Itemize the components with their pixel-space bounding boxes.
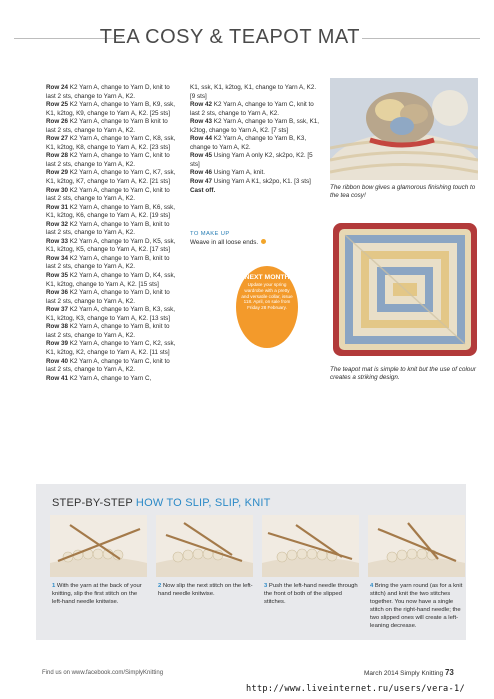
row-instruction: Using Yarn A only K2, sk2po, K2. [5 sts] bbox=[190, 152, 313, 168]
row-instruction: K2 Yarn A, change to Yarn D, K5, ssk, K1, k2tog, K5, change to Yarn A, K2. [17 sts] bbox=[46, 237, 176, 254]
caption-ribbon-bow: The ribbon bow gives a glamorous finishing touch to the tea cosy! bbox=[330, 184, 476, 200]
row-instruction: K2 Yarn A, change to Yarn C, knit to last 2 sts, change to Yarn A, K2. bbox=[46, 357, 170, 374]
row-instruction: Using Yarn A, knit. bbox=[212, 169, 266, 177]
knitting-step-3-illustration bbox=[262, 515, 359, 577]
footer-facebook-link[interactable]: Find us on www.facebook.com/SimplyKnitting bbox=[42, 670, 164, 676]
pattern-row bbox=[190, 187, 322, 196]
step-4-text: 4 Bring the yarn round (as for a knit stitch) and knit the two stitches together. You now have a single stitch on the right-hand needle; the two slipped ones will create a left-leaning decrease. bbox=[370, 583, 463, 629]
pattern-row bbox=[190, 84, 322, 101]
pattern-row bbox=[46, 323, 178, 340]
row-label: Row 36 bbox=[46, 289, 69, 297]
row-instruction: K2 Yarn A, change to Yarn C, knit to last 2 sts, change to Yarn A, K2. bbox=[46, 186, 170, 203]
pattern-row bbox=[46, 169, 178, 186]
row-label: Row 41 bbox=[46, 374, 69, 382]
page-number: 73 bbox=[444, 668, 454, 677]
step-3-text: 3 Push the left-hand needle through the front of both of the slipped stitches. bbox=[264, 583, 358, 605]
row-label: Row 33 bbox=[46, 237, 69, 245]
row-label: Row 45 bbox=[190, 152, 213, 160]
row-label: Row 26 bbox=[46, 118, 69, 126]
step-2-photo bbox=[156, 515, 253, 577]
end-dot-icon bbox=[261, 239, 266, 244]
footer-issue: March 2014 Simply Knitting 73 bbox=[364, 668, 454, 677]
row-instruction: K2 Yarn A, change to Yarn D, knit to last 2 sts, change to Yarn A, K2. bbox=[46, 84, 170, 100]
pattern-row bbox=[46, 152, 178, 169]
row-label: Cast off. bbox=[190, 186, 216, 194]
pattern-row bbox=[190, 169, 322, 178]
row-label: Row 37 bbox=[46, 306, 69, 314]
pattern-row bbox=[46, 135, 178, 152]
row-label: Row 44 bbox=[190, 135, 213, 143]
row-label: Row 24 bbox=[46, 84, 69, 91]
row-instruction: K2 Yarn A, change to Yarn B, K3, ssk, K1, k2tog, K3, change to Yarn A, K2. [13 sts] bbox=[46, 306, 176, 322]
row-label: Row 38 bbox=[46, 323, 69, 331]
page-header bbox=[0, 0, 494, 70]
badge-heading: NEXT MONTH bbox=[244, 274, 290, 281]
pattern-row bbox=[46, 238, 178, 255]
pattern-row bbox=[46, 255, 178, 272]
step-by-step-panel bbox=[36, 484, 466, 640]
row-instruction: K2 Yarn A, change to Yarn C, K2, ssk, K1, k2tog, K2, change to Yarn A, K2. [11 sts] bbox=[46, 340, 176, 356]
pattern-row bbox=[46, 204, 178, 221]
row-instruction: K2 Yarn A, change to Yarn C, K7, ssk, K1, k2tog, K7, change to Yarn A, K2. [21 sts] bbox=[46, 169, 176, 186]
row-label: Row 35 bbox=[46, 272, 69, 280]
tea-cosy-photo bbox=[330, 78, 478, 180]
pattern-row bbox=[46, 101, 178, 118]
row-label: Row 40 bbox=[46, 357, 69, 365]
row-instruction: K2 Yarn A, change to Yarn C, knit to last 2 sts, change to Yarn A, K2. bbox=[46, 152, 170, 168]
to-make-up-section bbox=[190, 230, 300, 247]
row-label: Row 25 bbox=[46, 101, 69, 109]
pattern-row bbox=[190, 135, 322, 152]
pattern-row bbox=[46, 306, 178, 323]
row-instruction: K2 Yarn A, change to Yarn B, knit to last 2 sts, change to Yarn A, K2. bbox=[46, 254, 170, 271]
row-instruction: K2 Yarn A, change to Yarn C, K8, ssk, K1, k2tog, K8, change to Yarn A, K2. [23 sts] bbox=[46, 135, 176, 151]
next-month-badge bbox=[236, 266, 298, 348]
caption-teapot-mat: The teapot mat is simple to knit but the use of colour creates a striking design. bbox=[330, 366, 476, 382]
pattern-row bbox=[46, 340, 178, 357]
to-make-up-heading: TO MAKE UP bbox=[190, 231, 230, 237]
row-instruction: K2 Yarn A, change to Yarn C, knit to last 2 sts, change to Yarn A, K2. bbox=[190, 101, 314, 117]
row-instruction: K2 Yarn A, change to Yarn D, knit to last 2 sts, change to Yarn A, K2. bbox=[46, 289, 170, 305]
step-4-photo bbox=[368, 515, 465, 577]
pattern-row bbox=[46, 289, 178, 306]
header-rule-right bbox=[362, 38, 480, 39]
pattern-row bbox=[46, 84, 178, 101]
pattern-row bbox=[46, 118, 178, 135]
row-instruction: Using Yarn A K1, sk2po, K1. [3 sts] bbox=[212, 178, 311, 186]
teapot-mat-illustration bbox=[333, 223, 477, 356]
row-instruction: K2 Yarn A, change to Yarn B, knit to last 2 sts, change to Yarn A, K2. bbox=[46, 323, 170, 339]
row-label: Row 42 bbox=[190, 101, 213, 109]
knitting-step-1-illustration bbox=[50, 515, 147, 577]
row-label: Row 30 bbox=[46, 186, 69, 194]
pattern-row bbox=[46, 358, 178, 375]
row-label: Row 28 bbox=[46, 152, 69, 160]
pattern-row bbox=[46, 375, 178, 384]
row-instruction: K2 Yarn A, change to Yarn B, ssk, K1, k2tog, change to Yarn A, K2. [7 sts] bbox=[190, 118, 320, 134]
row-label: Row 27 bbox=[46, 135, 69, 143]
step-by-step-title: STEP-BY-STEP HOW TO SLIP, SLIP, KNIT bbox=[52, 497, 271, 509]
pattern-row bbox=[190, 178, 322, 187]
row-instruction: K2 Yarn A, change to Yarn B, K9, ssk, K1, k2tog, K9, change to Yarn A, K2. [25 sts] bbox=[46, 101, 176, 117]
pattern-column-1 bbox=[46, 84, 178, 383]
row-label: Row 47 bbox=[190, 178, 213, 186]
tea-cosy-illustration bbox=[330, 78, 478, 180]
pattern-row bbox=[190, 152, 322, 169]
row-label: Row 32 bbox=[46, 220, 69, 228]
page-title: TEA COSY & TEAPOT MAT bbox=[99, 26, 360, 48]
pattern-row bbox=[46, 187, 178, 204]
knitting-step-2-illustration bbox=[156, 515, 253, 577]
row-instruction: K2 Yarn A, change to Yarn C, bbox=[68, 374, 152, 382]
pattern-column-2 bbox=[190, 84, 322, 195]
pattern-row bbox=[46, 272, 178, 289]
row-label: Row 29 bbox=[46, 169, 69, 177]
step-1-text: 1 With the yarn at the back of your knitting, slip the first stitch on the left-hand needle knitwise. bbox=[52, 583, 142, 605]
row-label: Row 39 bbox=[46, 340, 69, 348]
step-3-photo bbox=[262, 515, 359, 577]
to-make-up-text: Weave in all loose ends. bbox=[190, 239, 300, 248]
row-label: Row 46 bbox=[190, 169, 213, 177]
row-instruction: K2 Yarn A, change to Yarn B, knit to last 2 sts, change to Yarn A, K2. bbox=[46, 220, 170, 237]
teapot-mat-photo bbox=[333, 223, 477, 356]
knitting-step-4-illustration bbox=[368, 515, 465, 577]
pattern-row bbox=[46, 221, 178, 238]
pattern-row bbox=[190, 118, 322, 135]
row-instruction: K2 Yarn A, change to Yarn B, K6, ssk, K1, k2tog, K6, change to Yarn A, K2. [19 sts] bbox=[46, 203, 176, 220]
row-label: Row 31 bbox=[46, 203, 69, 211]
row-instruction: K2 Yarn A, change to Yarn D, K4, ssk, K1, k2tog, change to Yarn A, K2. [15 sts] bbox=[46, 272, 176, 288]
row-label: Row 43 bbox=[190, 118, 213, 126]
step-2-text: 2 Now slip the next stitch on the left-hand needle knitwise. bbox=[158, 583, 253, 597]
badge-text: Update your spring wardrobe with a pretty and versatile collar, issue 118. April, on sale from Friday 28 February. bbox=[241, 282, 293, 311]
row-label: Row 34 bbox=[46, 254, 69, 262]
row-instruction: K1, ssk, K1, k2tog, K1, change to Yarn A, K2. [9 sts] bbox=[190, 84, 317, 100]
step-1-photo bbox=[50, 515, 147, 577]
row-instruction: K2 Yarn A, change to Yarn B, K3, change to Yarn A, K2. bbox=[190, 135, 307, 151]
row-instruction: K2 Yarn A, change to Yarn B knit to last 2 sts, change to Yarn A, K2. bbox=[46, 118, 168, 134]
watermark-url: http://www.liveinternet.ru/users/vera-1/ bbox=[246, 684, 465, 694]
pattern-row bbox=[190, 101, 322, 118]
